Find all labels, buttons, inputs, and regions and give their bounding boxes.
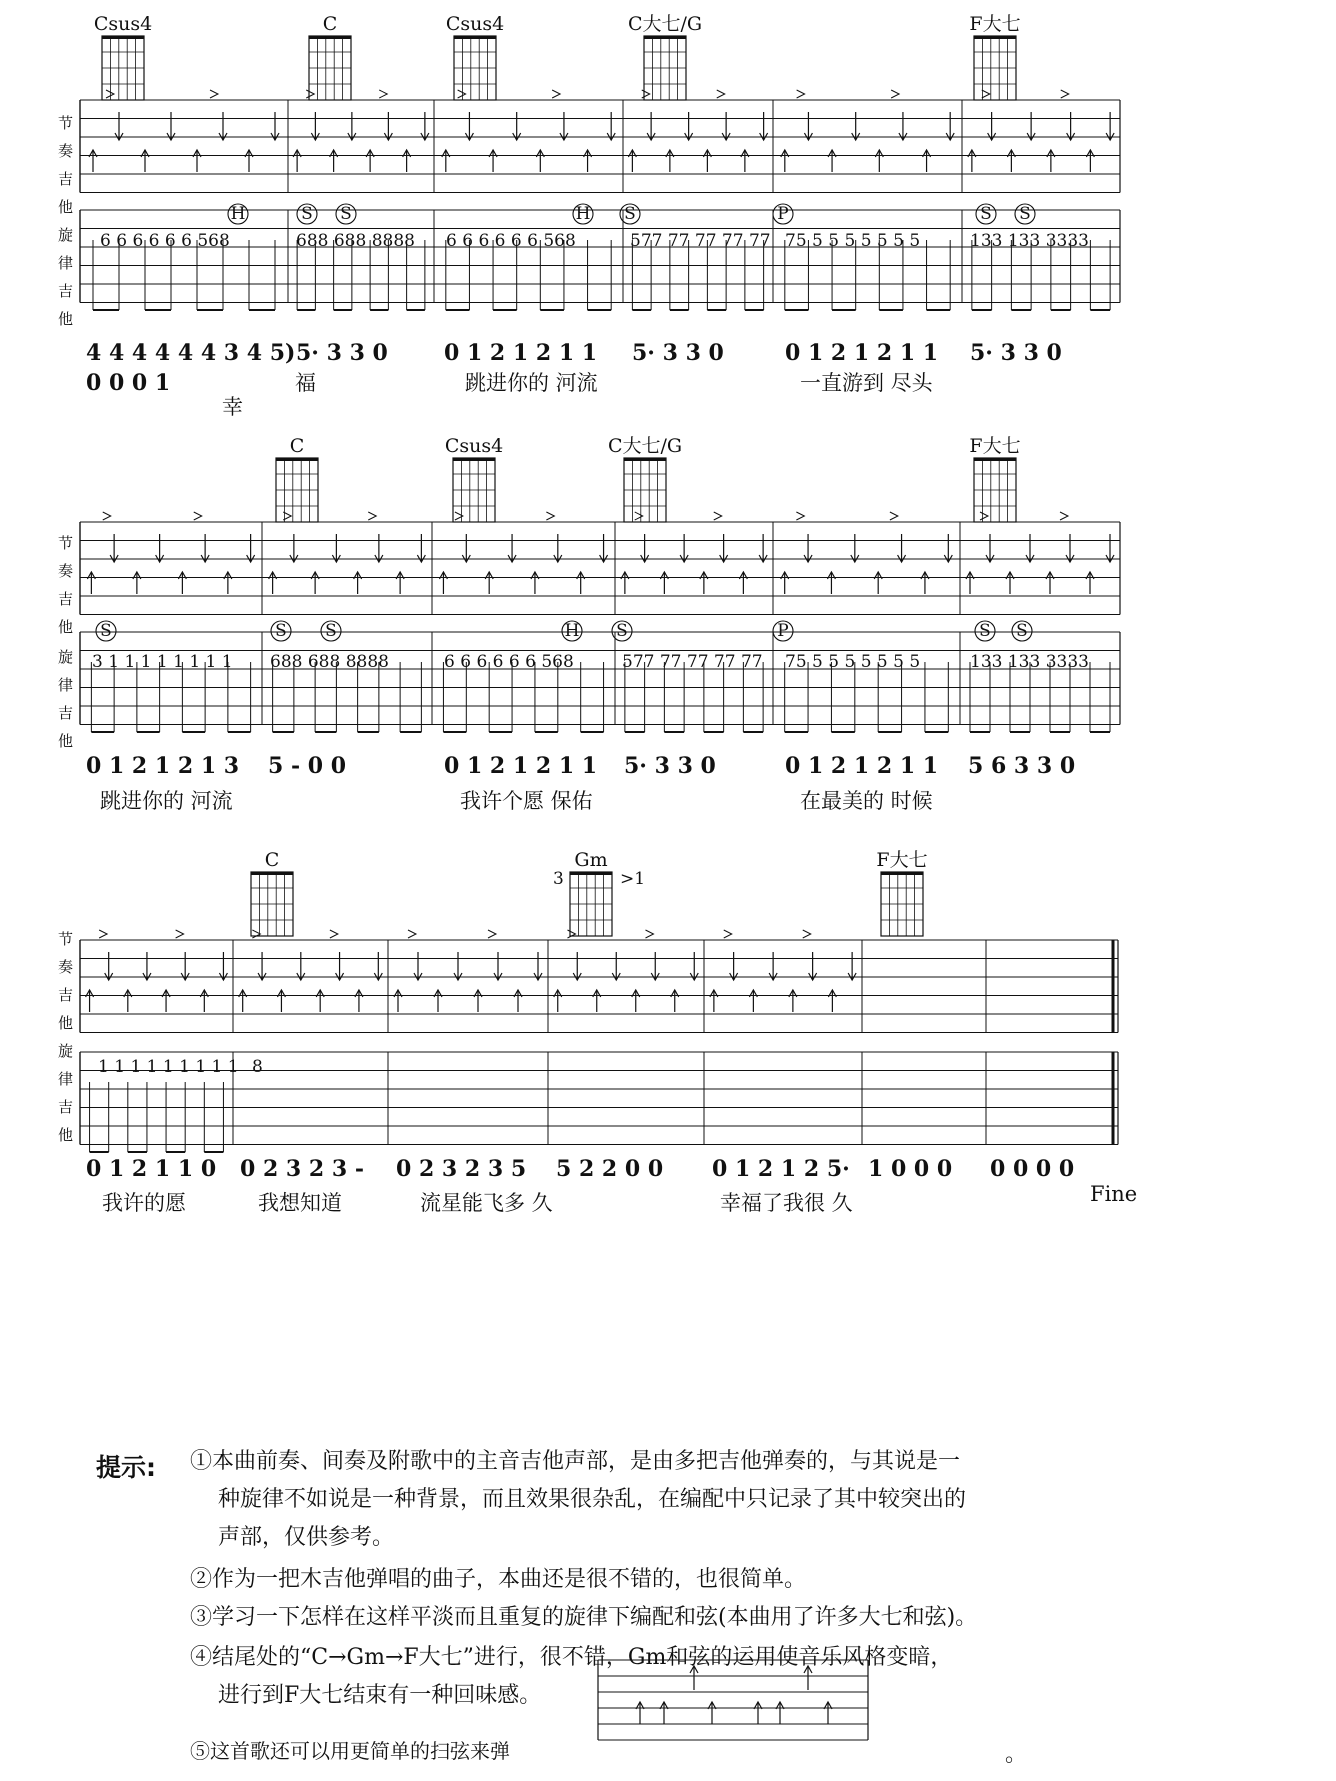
tip-end-punct: 。 (1005, 1742, 1028, 1767)
tip-line-6: ④结尾处的“C→Gm→F大七”进行，很不错，Gm和弦的运用使音乐风格变暗， (190, 1645, 953, 1670)
numbered-notation: 0 2 3 2 3 5 (396, 1156, 527, 1182)
accent-mark (368, 512, 376, 520)
fine-mark: Fine (1090, 1182, 1138, 1206)
lyric: 我许个愿 保佑 (460, 789, 593, 813)
rhythm-strums (86, 930, 857, 1012)
chord-diagram (608, 435, 682, 522)
side-label-melody: 律 (58, 1070, 74, 1088)
side-label-rhythm: 奏 (58, 958, 74, 976)
side-label-rhythm: 节 (58, 114, 74, 132)
rhythm-staff (80, 940, 1118, 1033)
numbered-notation: 5 6 3 3 0 (968, 753, 1076, 779)
side-label-rhythm: 节 (58, 930, 74, 948)
accent-mark (891, 90, 899, 98)
side-label-rhythm: 他 (58, 618, 74, 636)
lyric: 流星能飞多 久 (420, 1191, 553, 1215)
side-label-rhythm: 他 (58, 1014, 74, 1032)
melody-stems (91, 662, 1110, 732)
melody-stems (93, 240, 1110, 310)
chord-diagram (276, 435, 318, 522)
chord-name: Gm (574, 849, 608, 871)
tab-numbers: 133 133 3333 (970, 652, 1089, 672)
accent-mark (1061, 90, 1069, 98)
accent-mark (408, 930, 416, 938)
side-label-rhythm: 吉 (58, 170, 74, 188)
numbered-notation: 0 1 2 1 2 1 1 (785, 340, 939, 366)
chord-diagram (969, 13, 1020, 100)
technique-letter: S (301, 204, 313, 224)
lyric: 幸 (222, 395, 243, 419)
tip-line-1: ①本曲前奏、间奏及附歌中的主音吉他声部，是由多把吉他弹奏的，与其说是一 (190, 1449, 961, 1474)
accent-mark (552, 90, 560, 98)
numbered-notation: 4 4 4 4 4 4 3 4 5) (86, 340, 296, 366)
accent-mark (724, 930, 732, 938)
numbered-notation: 5 2 2 0 0 (556, 1156, 664, 1182)
numbered-notation: 0 1 2 1 2 1 1 (444, 340, 598, 366)
tab-numbers: 75 5 5 5 5 5 5 5 (785, 652, 921, 672)
tab-numbers: 688 688 8888 (270, 652, 389, 672)
numbered-notation: 0 0 0 0 (990, 1156, 1075, 1182)
tab-numbers: 577 77 77 77 77 (622, 652, 763, 672)
accent-mark (194, 512, 202, 520)
side-label-melody: 律 (58, 676, 74, 694)
accent-mark (210, 90, 218, 98)
technique-letter: S (100, 621, 112, 641)
chord-name: F大七 (876, 849, 928, 871)
side-label-rhythm: 奏 (58, 142, 74, 160)
chord-name: F大七 (969, 435, 1021, 457)
chord-diagram (94, 13, 152, 100)
tab-numbers: 133 133 3333 (970, 231, 1089, 251)
chord-name: C (289, 435, 305, 457)
tab-numbers: 8 (252, 1057, 263, 1077)
chord-diagram (309, 13, 351, 100)
rhythm-staff (80, 100, 1120, 193)
side-label-melody: 吉 (58, 704, 74, 722)
chord-name: C大七/G (607, 435, 683, 457)
numbered-notation: 5 - 0 0 (268, 753, 347, 779)
lyric: 一直游到 尽头 (800, 371, 933, 395)
chord-diagram (628, 13, 702, 100)
tip-line-5: ③学习一下怎样在这样平淡而且重复的旋律下编配和弦(本曲用了许多大七和弦)。 (190, 1605, 978, 1630)
accent-mark (103, 512, 111, 520)
chord-name: C (322, 13, 338, 35)
numbered-notation: 5· 3 3 0 (296, 340, 388, 366)
accent-mark (330, 930, 338, 938)
accent-mark (717, 90, 725, 98)
technique-letter: H (575, 204, 591, 224)
numbered-notation: 5· 3 3 0 (632, 340, 724, 366)
side-label-rhythm: 吉 (58, 590, 74, 608)
accent-mark (568, 930, 576, 938)
melody-staff (80, 632, 1120, 725)
tab-numbers: 6 6 6 6 6 6 568 (444, 652, 574, 672)
tip-line-2: 种旋律不如说是一种背景，而且效果很杂乱，在编配中只记录了其中较突出的 (218, 1487, 967, 1512)
technique-letter: S (1016, 621, 1028, 641)
side-label-rhythm: 吉 (58, 986, 74, 1004)
rhythm-strums (89, 90, 1114, 172)
lyric: 我许的愿 (102, 1191, 186, 1215)
chord-name: C大七/G (627, 13, 703, 35)
numbered-notation: 0 1 2 1 1 0 (86, 1156, 217, 1182)
technique-letter: S (979, 621, 991, 641)
chord-diagram (446, 13, 504, 100)
side-label-melody: 吉 (58, 282, 74, 300)
accent-mark (796, 512, 804, 520)
chord-diagram (251, 849, 293, 936)
side-label-melody: 旋 (58, 648, 74, 666)
side-label-rhythm: 他 (58, 198, 74, 216)
accent-mark (797, 90, 805, 98)
tip-line-8: ⑤这首歌还可以用更简单的扫弦来弹 (190, 1739, 510, 1763)
technique-letter: S (980, 204, 992, 224)
technique-letter: S (624, 204, 636, 224)
tab-numbers: 688 688 8888 (296, 231, 415, 251)
technique-letter: H (230, 204, 246, 224)
accent-mark (982, 90, 990, 98)
gm-barre-mark: >1 (620, 869, 646, 889)
side-label-melody: 他 (58, 310, 74, 328)
side-label-melody: 旋 (58, 226, 74, 244)
tab-numbers: 75 5 5 5 5 5 5 5 (785, 231, 921, 251)
accent-mark (176, 930, 184, 938)
lyric: 我想知道 (258, 1191, 342, 1215)
lyric: 幸福了我很 久 (720, 1191, 853, 1215)
numbered-notation: 0 1 2 1 2 1 3 (86, 753, 240, 779)
numbered-notation: 5· 3 3 0 (970, 340, 1062, 366)
accent-mark (379, 90, 387, 98)
accent-mark (488, 930, 496, 938)
tab-numbers: 577 77 77 77 77 (630, 231, 771, 251)
chord-name: F大七 (969, 13, 1021, 35)
side-label-melody: 旋 (58, 1042, 74, 1060)
technique-letter: S (325, 621, 337, 641)
chord-diagram (570, 849, 612, 936)
technique-letter: S (1019, 204, 1031, 224)
accent-mark (99, 930, 107, 938)
numbered-notation: 0 2 3 2 3 - (240, 1156, 364, 1182)
numbered-notation: 0 1 2 1 2 1 1 (444, 753, 598, 779)
technique-letter: H (564, 621, 580, 641)
technique-letter: S (340, 204, 352, 224)
lyric: 在最美的 时候 (800, 789, 933, 813)
chord-diagram (969, 435, 1020, 522)
accent-mark (642, 90, 650, 98)
technique-letter: S (616, 621, 628, 641)
numbered-notation: 1 0 0 0 (868, 1156, 953, 1182)
numbered-notation: 0 1 2 1 2 1 1 (785, 753, 939, 779)
technique-letter: P (777, 621, 789, 641)
accent-mark (306, 90, 314, 98)
tab-numbers: 6 6 6 6 6 6 568 (100, 231, 230, 251)
accent-mark (1060, 512, 1068, 520)
chord-diagram (445, 435, 503, 522)
side-label-melody: 吉 (58, 1098, 74, 1116)
tip-line-3: 声部，仅供参考。 (218, 1525, 395, 1550)
tab-numbers: 6 6 6 6 6 6 568 (446, 231, 576, 251)
chord-name: Csus4 (445, 13, 505, 35)
lyric: 福 (295, 371, 316, 395)
tab-numbers: 3 1 1 1 1 1 1 1 1 (92, 652, 233, 672)
numbered-notation: 0 1 2 1 2 5· (712, 1156, 850, 1182)
tip-line-7: 进行到F大七结束有一种回味感。 (218, 1683, 542, 1708)
gm-fret-number: 3 (553, 869, 564, 889)
lyric: 跳进你的 河流 (100, 789, 233, 813)
chord-name: Csus4 (93, 13, 153, 35)
accent-mark (635, 512, 643, 520)
side-label-melody: 他 (58, 732, 74, 750)
side-label-melody: 律 (58, 254, 74, 272)
notation-text (58, 114, 1137, 1215)
accent-mark (803, 930, 811, 938)
tab-numbers: 1 1 1 1 1 1 1 1 1 (98, 1057, 239, 1077)
accent-mark (546, 512, 554, 520)
tip-line-4: ②作为一把木吉他弹唱的曲子，本曲还是很不错的，也很简单。 (190, 1567, 807, 1592)
side-label-rhythm: 奏 (58, 562, 74, 580)
side-label-rhythm: 节 (58, 534, 74, 552)
technique-letter: P (777, 204, 789, 224)
rhythm-staff (80, 522, 1120, 615)
numbered-notation-lower: 0 0 0 1 (86, 370, 171, 396)
lyric: 跳进你的 河流 (465, 371, 598, 395)
chord-name: Csus4 (444, 435, 504, 457)
technique-letter: S (275, 621, 287, 641)
melody-stems (90, 1082, 224, 1152)
accent-mark (458, 90, 466, 98)
tips-title: 提示: (96, 1453, 156, 1482)
accent-mark (714, 512, 722, 520)
accent-mark (980, 512, 988, 520)
accent-mark (890, 512, 898, 520)
chord-name: C (264, 849, 280, 871)
numbered-notation: 5· 3 3 0 (624, 753, 716, 779)
side-label-melody: 他 (58, 1126, 74, 1144)
accent-mark (646, 930, 654, 938)
chord-diagram (876, 849, 927, 936)
